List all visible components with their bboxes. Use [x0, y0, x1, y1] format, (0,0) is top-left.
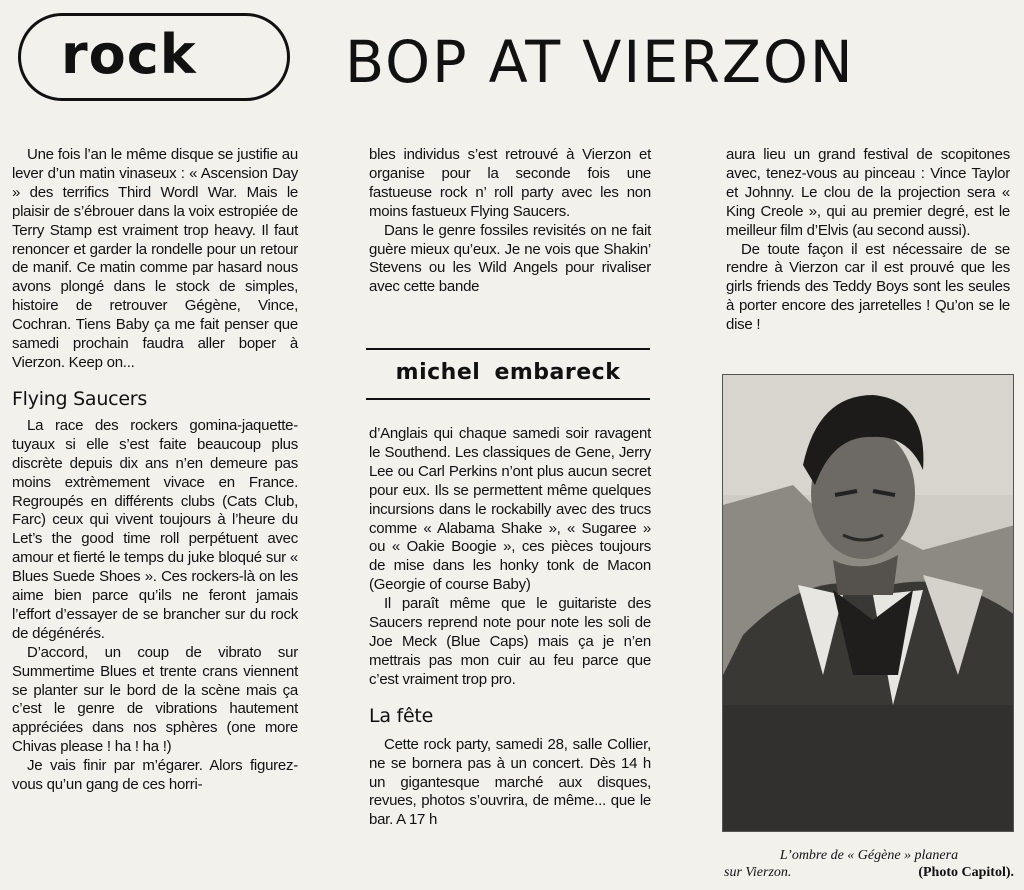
photo-gegene: [722, 374, 1014, 832]
byline-box: [366, 348, 650, 400]
paragraph: Une fois l’an le même disque se justifie au lever d’un matin vinaseux : « Ascension Day » des terrifics Third Wordl War. Mais le plaisir de s’ébrouer dans la voix estropiée de Terry Stamp est vraiment trop heavy. Il faut renoncer et garder la rondelle pour un retour de manif. Ce matin comme par hasard nous avons plongé dans le stock de simples, histoire de retrouver Gégène, Vince, Cochran. Tiens Baby ça me fait penser que samedi prochain faudra aller boper à Vierzon. Keep on...: [12, 146, 298, 371]
paragraph: d’Anglais qui chaque samedi soir ravagent le Southend. Les classiques de Gene, Jerry Lee ou Carl Perkins n’ont plus aucun secret pour eux. Ils se permettent même quelques incursions dans le rockabilly avec des trucs comme « Alabama Shake », « Sugaree » ou « Oakie Boogie », ces pièces toujours de mise dans les honky tonk de Macon (Georgie of course Baby): [369, 425, 651, 594]
byline: michel embareck: [395, 360, 621, 385]
photo-illustration: [723, 375, 1014, 832]
paragraph: De toute façon il est nécessaire de se rendre à Vierzon car il est prouvé que les girls friends des Teddy Boys sont les seules à porter encore des jarretelles ! Qu’on se le dise !: [726, 240, 1010, 334]
article-column-1: [12, 146, 298, 795]
rubric-label: rock: [61, 23, 197, 86]
caption-line-2: [724, 864, 1014, 881]
article-column-3: [726, 146, 1010, 335]
paragraph: La race des rockers gomina-jaquette-tuyaux si elle s’est faite beaucoup plus discrète depuis dix ans n’en demeure pas moins extrèmement vivace en France. Regroupés en différents clubs (Cats Club, Farc) ceux qui vivent toujours à l’heure du Let’s the good time roll perpétuent avec amour et fierté le temps du juke bloqué sur « Blues Suede Shoes ». Ces rockers-là on les aime bien parce qu’ils ne feront jamais l’effort d’essayer de se brancher sur du rock de dégénérés.: [12, 416, 298, 642]
photo-credit: (Photo Capitol).: [918, 865, 1014, 880]
paragraph: bles individus s’est retrouvé à Vierzon et organise pour la seconde fois une fastueuse rock n’ roll party avec les non moins fastueux Flying Saucers.: [369, 146, 651, 220]
paragraph: aura lieu un grand festival de scopitones avec, tenez-vous au pinceau : Vince Taylor et Johnny. Le clou de la projection sera « King Creole », qui au premier degré, est le meilleur film d’Elvis (au second aussi).: [726, 146, 1010, 239]
caption-line-1: L’ombre de « Gégène » planera: [779, 848, 959, 863]
paragraph: Cette rock party, samedi 28, salle Collier, ne se bornera pas à un concert. Dès 14 h un gigantesque marché aux disques, revues, photos s’ouvrira, de même... que le bar. A 17 h: [369, 735, 651, 829]
photo-caption: [724, 847, 1014, 881]
paragraph: Dans le genre fossiles revisités on ne fait guère mieux qu’eux. Je ne vois que Shakin’ Stevens ou les Wild Angels pour rivaliser avec cette bande: [369, 221, 651, 296]
paragraph: D’accord, un coup de vibrato sur Summertime Blues et trente crans viennent se planter sur le bord de la scène mais ça c’est le genre de vibrations hautement appréciées dans nos sphères (one more Chivas please ! ha ! ha !): [12, 643, 298, 756]
paragraph: Il paraît même que le guitariste des Saucers reprend note pour note les soli de Joe Meck (Blue Caps) mais ça je n’en mettrais pas mon cuir au feu parce que c’est vraiment trop pro.: [369, 595, 651, 688]
paragraph: Je vais finir par m’égarer. Alors figurez-vous qu’un gang de ces horri-: [12, 757, 298, 794]
rubric-badge: [18, 13, 290, 101]
article-column-2-top: [369, 146, 651, 297]
caption-line-2-text: sur Vierzon.: [724, 865, 792, 880]
headline: BOP AT VIERZON: [345, 28, 855, 96]
subheading-la-fete: La fête: [369, 704, 434, 727]
article-column-2-bottom: [369, 425, 651, 830]
subheading-flying-saucers: Flying Saucers: [12, 387, 147, 410]
